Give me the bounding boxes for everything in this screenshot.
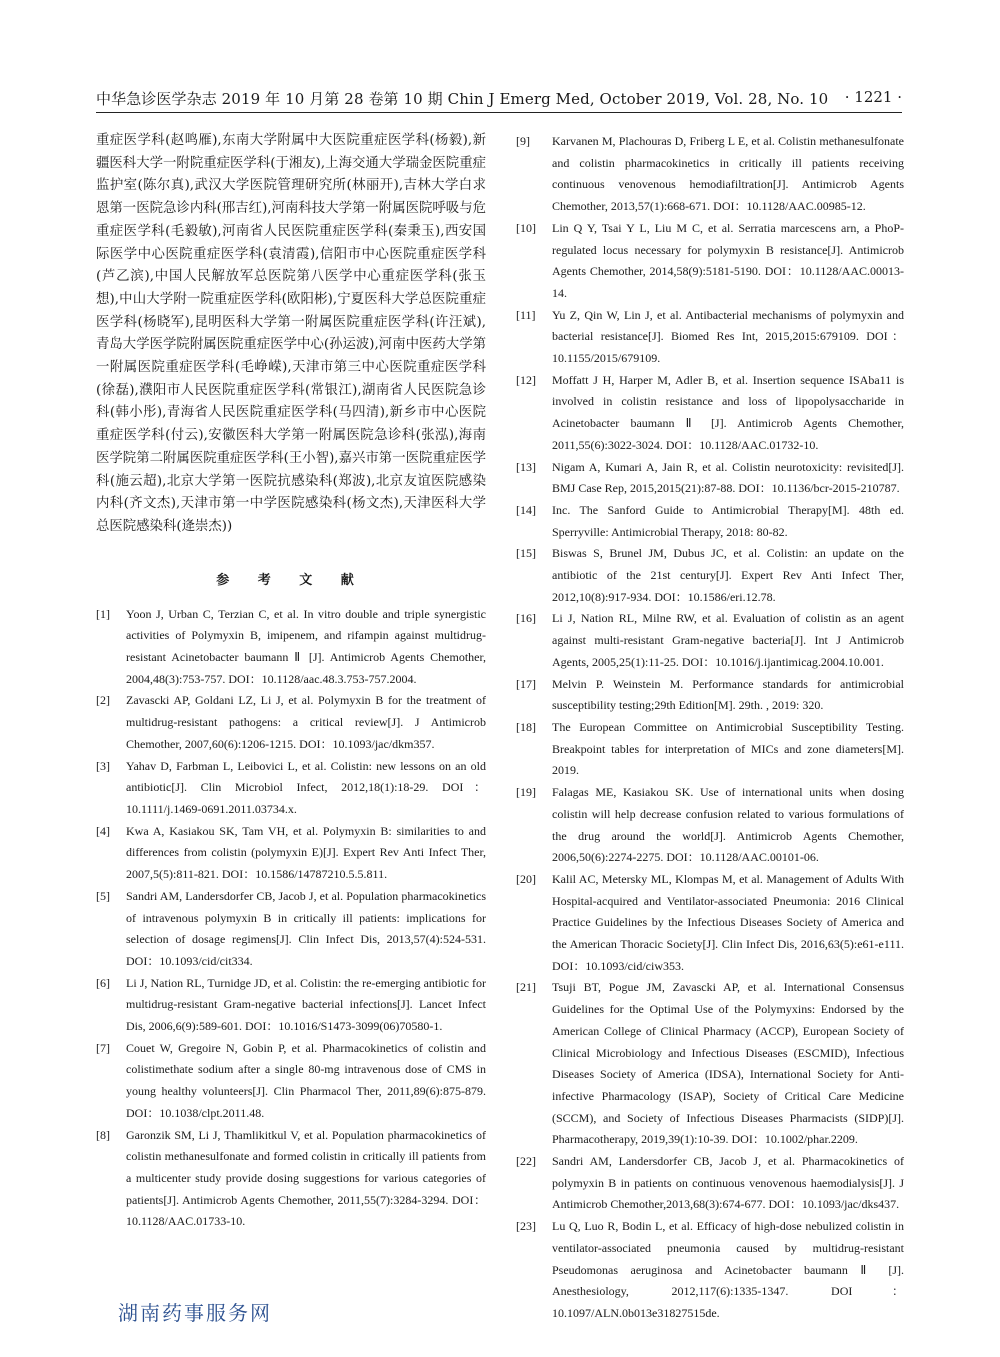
reference-text: Li J, Nation RL, Turnidge JD, et al. Colistin: the re-emerging antibiotic for multidrug-resistant Gram-negative bacterial infections[J]. Lancet Infect Dis, 2006,6(9):589-601. DOI：10.1016/S1473-3099(06)70580-1.	[126, 975, 486, 1034]
reference-number: [7]	[96, 1040, 110, 1055]
reference-number: [17]	[516, 676, 536, 691]
reference-text: Inc. The Sanford Guide to Antimicrobial Therapy[M]. 48th ed. Sperryville: Antimicrobial Therapy, 2018: 80-82.	[552, 502, 904, 539]
reference-item	[514, 370, 904, 457]
reference-item	[514, 457, 904, 500]
watermark-text: 湖南药事服务网	[118, 1301, 272, 1325]
reference-number: [12]	[516, 372, 536, 387]
reference-number: [18]	[516, 719, 536, 734]
reference-number: [5]	[96, 888, 110, 903]
reference-number: [8]	[96, 1127, 110, 1142]
reference-text: Lu Q, Luo R, Bodin L, et al. Efficacy of high-dose nebulized colistin in ventilator-associated pneumonia caused by multidrug-resistant Pseudomonas aeruginosa and Acinetobacter baumann Ⅱ [J]. Anesthesiology, 2012,117(6):1335-1347. DOI：10.1097/ALN.0b013e31827515de.	[552, 1219, 904, 1320]
reference-number: [22]	[516, 1154, 536, 1169]
reference-number: [11]	[516, 307, 536, 322]
reference-item	[96, 973, 486, 1038]
reference-text: Kalil AC, Metersky ML, Klompas M, et al. Management of Adults With Hospital-acquired and Ventilator-associated Pneumonia: 2016 Clinical Practice Guidelines by the Infectious Diseases Society of America and the American Thoracic Society[J]. Clin Infect Dis, 2016,63(5):e61-e111. DOI：10.1093/cid/ciw353.	[552, 871, 904, 973]
reference-item	[514, 608, 904, 673]
right-column	[514, 131, 904, 1325]
reference-item	[514, 674, 904, 717]
reference-number: [20]	[516, 871, 536, 886]
reference-text: Nigam A, Kumari A, Jain R, et al. Colistin neurotoxicity: revisited[J]. BMJ Case Rep, 2015,2015(21):87-88. DOI：10.1136/bcr-2015-210787.	[552, 459, 904, 496]
reference-number: [9]	[516, 134, 530, 148]
reference-item	[96, 756, 486, 821]
reference-number: [10]	[516, 220, 536, 235]
reference-item	[514, 1151, 904, 1216]
reference-item	[96, 604, 486, 691]
journal-header-title: 中华急诊医学杂志 2019 年 10 月第 28 卷第 10 期 Chin J Emerg Med, October 2019, Vol. 28, No. 10	[96, 90, 829, 108]
reference-text: Garonzik SM, Li J, Thamlikitkul V, et al. Population pharmacokinetics of colistin methanesulfonate and formed colistin in critically ill patients from a multicenter study provide dosing suggestions for various categories of patients[J]. Antimicrob Agents Chemother, 2011,55(7):3284-3294. DOI：10.1128/AAC.01733-10.	[126, 1127, 486, 1229]
reference-text: Sandri AM, Landersdorfer CB, Jacob J, et al. Pharmacokinetics of polymyxin B in patients on continuous venovenous haemodialysis[J]. J Antimicrob Chemother,2013,68(3):674-677. DOI：10.1093/jac/dks437.	[552, 1154, 904, 1212]
reference-item	[514, 500, 904, 543]
reference-text: Moffatt J H, Harper M, Adler B, et al. Insertion sequence ISAba11 is involved in colistin resistance and loss of lipopolysaccharide in Acinetobacter baumann Ⅱ [J]. Antimicrob Agents Chemother, 2011,55(6):3022-3024. DOI：10.1128/AAC.01732-10.	[552, 372, 904, 452]
reference-text: Li J, Nation RL, Milne RW, et al. Evaluation of colistin as an agent against multi-resistant Gram-negative bacteria[J]. Int J Antimicrob Agents, 2005,25(1):11-25. DOI：10.1016/j.ijantimicag.2004.10.001.	[552, 611, 904, 669]
reference-text: Yu Z, Qin W, Lin J, et al. Antibacterial mechanisms of polymyxin and bacterial resistance[J]. Biomed Res Int, 2015,2015:679109. DOI：10.1155/2015/679109.	[552, 307, 904, 366]
reference-text: Karvanen M, Plachouras D, Friberg L E, et al. Colistin methanesulfonate and colistin pharmacokinetics in critically ill patients receiving continuous venovenous hemodiafiltration[J]. Antimicrob Agents Chemother, 2013,57(1):668-671. DOI：10.1128/AAC.00985-12.	[552, 134, 904, 214]
references-heading: 参 考 文 献	[216, 572, 366, 588]
reference-item	[514, 543, 904, 608]
reference-number: [19]	[516, 785, 536, 800]
reference-number: [14]	[516, 502, 536, 517]
reference-item	[96, 886, 486, 973]
reference-text: Couet W, Gregoire N, Gobin P, et al. Pharmacokinetics of colistin and colistimethate sodium after a single 80-mg intravenous dose of CMS in young healthy volunteers[J]. Clin Pharmacol Ther, 2011,89(6):875-879. DOI：10.1038/clpt.2011.48.	[126, 1040, 486, 1120]
reference-item	[514, 869, 904, 978]
reference-item	[514, 717, 904, 782]
reference-item	[514, 977, 904, 1151]
reference-list-right	[514, 131, 904, 1325]
reference-item	[514, 782, 904, 869]
reference-number: [3]	[96, 758, 110, 773]
reference-item	[96, 1125, 486, 1234]
reference-item	[96, 690, 486, 755]
acknowledgement-paragraph: 重症医学科(赵鸣雁),东南大学附属中大医院重症医学科(杨毅),新疆医科大学一附院重症医学科(于湘友),上海交通大学瑞金医院重症监护室(陈尔真),武汉大学医院管理研究所(林丽开),吉林大学白求恩第一医院急诊内科(邢吉红),河南科技大学第一附属医院呼吸与危重症医学科(毛毅敏),河南省人民医院重症医学科(秦秉玉),西安国际医学中心医院重症医学科(袁清霞),信阳市中心医院重症医学科(芦乙滨),中国人民解放军总医院第八医学中心重症医学科(张玉想),中山大学附一院重症医学科(欧阳彬),宁夏医科大学总医院重症医学科(杨晓军),昆明医科大学第一附属医院重症医学科(许汪斌),青岛大学医学院附属医院重症医学中心(孙运波),河南中医药大学第一附属医院重症医学科(毛峥嵘),天津市第三中心医院重症医学科(徐磊),濮阳市人民医院重症医学科(常银江),湖南省人民医院急诊科(韩小彤),青海省人民医院重症医学科(马四清),新乡市中心医院重症医学科(付云),安徽医科大学第一附属医院急诊科(张泓),海南医学院第二附属医院重症医学科(王小智),嘉兴市第一医院重症医学科(施云超),北京大学第一医院抗感染科(郑波),北京友谊医院感染内科(齐文杰),天津市第一中学医院感染科(杨文杰),天津医科大学总医院感染科(逄崇杰))	[96, 133, 486, 534]
reference-number: [16]	[516, 611, 536, 626]
reference-text: Sandri AM, Landersdorfer CB, Jacob J, et al. Population pharmacokinetics of intravenous polymyxin B in critically ill patients: implications for selection of dosage regimens[J]. Clin Infect Dis, 2013,57(4):524-531. DOI：10.1093/cid/cit334.	[126, 888, 486, 968]
reference-text: Falagas ME, Kasiakou SK. Use of international units when dosing colistin will help decrease confusion related to various formulations of the drug around the world[J]. Antimicrob Agents Chemother, 2006,50(6):2274-2275. DOI：10.1128/AAC.00101-06.	[552, 785, 904, 865]
reference-item	[514, 218, 904, 305]
reference-item	[514, 305, 904, 370]
reference-text: Yoon J, Urban C, Terzian C, et al. In vitro double and triple synergistic activities of Polymyxin B, imipenem, and rifampin against multidrug-resistant Acinetobacter baumann Ⅱ [J]. Antimicrob Agents Chemother, 2004,48(3):753-757. DOI：10.1128/aac.48.3.753-757.2004.	[126, 606, 486, 686]
reference-item	[514, 131, 904, 218]
reference-text: Kwa A, Kasiakou SK, Tam VH, et al. Polymyxin B: similarities to and differences from colistin (polymyxin E)[J]. Expert Rev Anti Infect Ther, 2007,5(5):811-821. DOI：10.1586/14787210.5.5.811.	[126, 823, 486, 882]
reference-number: [15]	[516, 546, 536, 561]
reference-text: The European Committee on Antimicrobial Susceptibility Testing. Breakpoint tables for interpretation of MICs and zone diameters[M]. 2019.	[552, 719, 904, 778]
running-header	[96, 86, 902, 113]
reference-text: Biswas S, Brunel JM, Dubus JC, et al. Colistin: an update on the antibiotic of the 21st century[J]. Expert Rev Anti Infect Ther, 2012,10(8):917-934. DOI：10.1586/eri.12.78.	[552, 546, 904, 604]
reference-text: Tsuji BT, Pogue JM, Zavascki AP, et al. International Consensus Guidelines for the Optimal Use of the Polymyxins: Endorsed by the American College of Clinical Pharmacy (ACCP), European Society of Clinical Microbiology and Infectious Diseases (ESCMID), Infectious Diseases Society of America (IDSA), International Society for Anti-infective Pharmacology (ISAP), Society of Critical Care Medicine (SCCM), and Society of Infectious Diseases Pharmacists (SIDP)[J]. Pharmacotherapy, 2019,39(1):10-39. DOI：10.1002/phar.2209.	[552, 980, 904, 1147]
page-number: · 1221 ·	[844, 88, 902, 106]
reference-item	[96, 1038, 486, 1125]
reference-number: [6]	[96, 975, 110, 990]
reference-text: Lin Q Y, Tsai Y L, Liu M C, et al. Serratia marcescens arn, a PhoP-regulated locus necessary for polymyxin B resistance[J]. Antimicrob Agents Chemother, 2014,58(9):5181-5190. DOI：10.1128/AAC.00013-14.	[552, 220, 904, 300]
reference-number: [23]	[516, 1219, 536, 1234]
reference-number: [4]	[96, 823, 110, 838]
reference-text: Zavascki AP, Goldani LZ, Li J, et al. Polymyxin B for the treatment of multidrug-resistant pathogens: a critical review[J]. J Antimicrob Chemother, 2007,60(6):1206-1215. DOI：10.1093/jac/dkm357.	[126, 693, 486, 751]
reference-item	[96, 821, 486, 886]
reference-number: [1]	[96, 606, 110, 621]
reference-list-left	[96, 604, 486, 1233]
reference-number: [13]	[516, 459, 536, 474]
reference-item	[514, 1216, 904, 1325]
reference-text: Melvin P. Weinstein M. Performance standards for antimicrobial susceptibility testing;29th Edition[M]. 29th. , 2019: 320.	[552, 676, 904, 713]
reference-number: [2]	[96, 693, 110, 708]
reference-text: Yahav D, Farbman L, Leibovici L, et al. Colistin: new lessons on an old antibiotic[J]. Clin Microbiol Infect, 2012,18(1):18-29. DOI：10.1111/j.1469-0691.2011.03734.x.	[126, 758, 486, 816]
reference-number: [21]	[516, 980, 536, 995]
left-column	[96, 130, 486, 1233]
